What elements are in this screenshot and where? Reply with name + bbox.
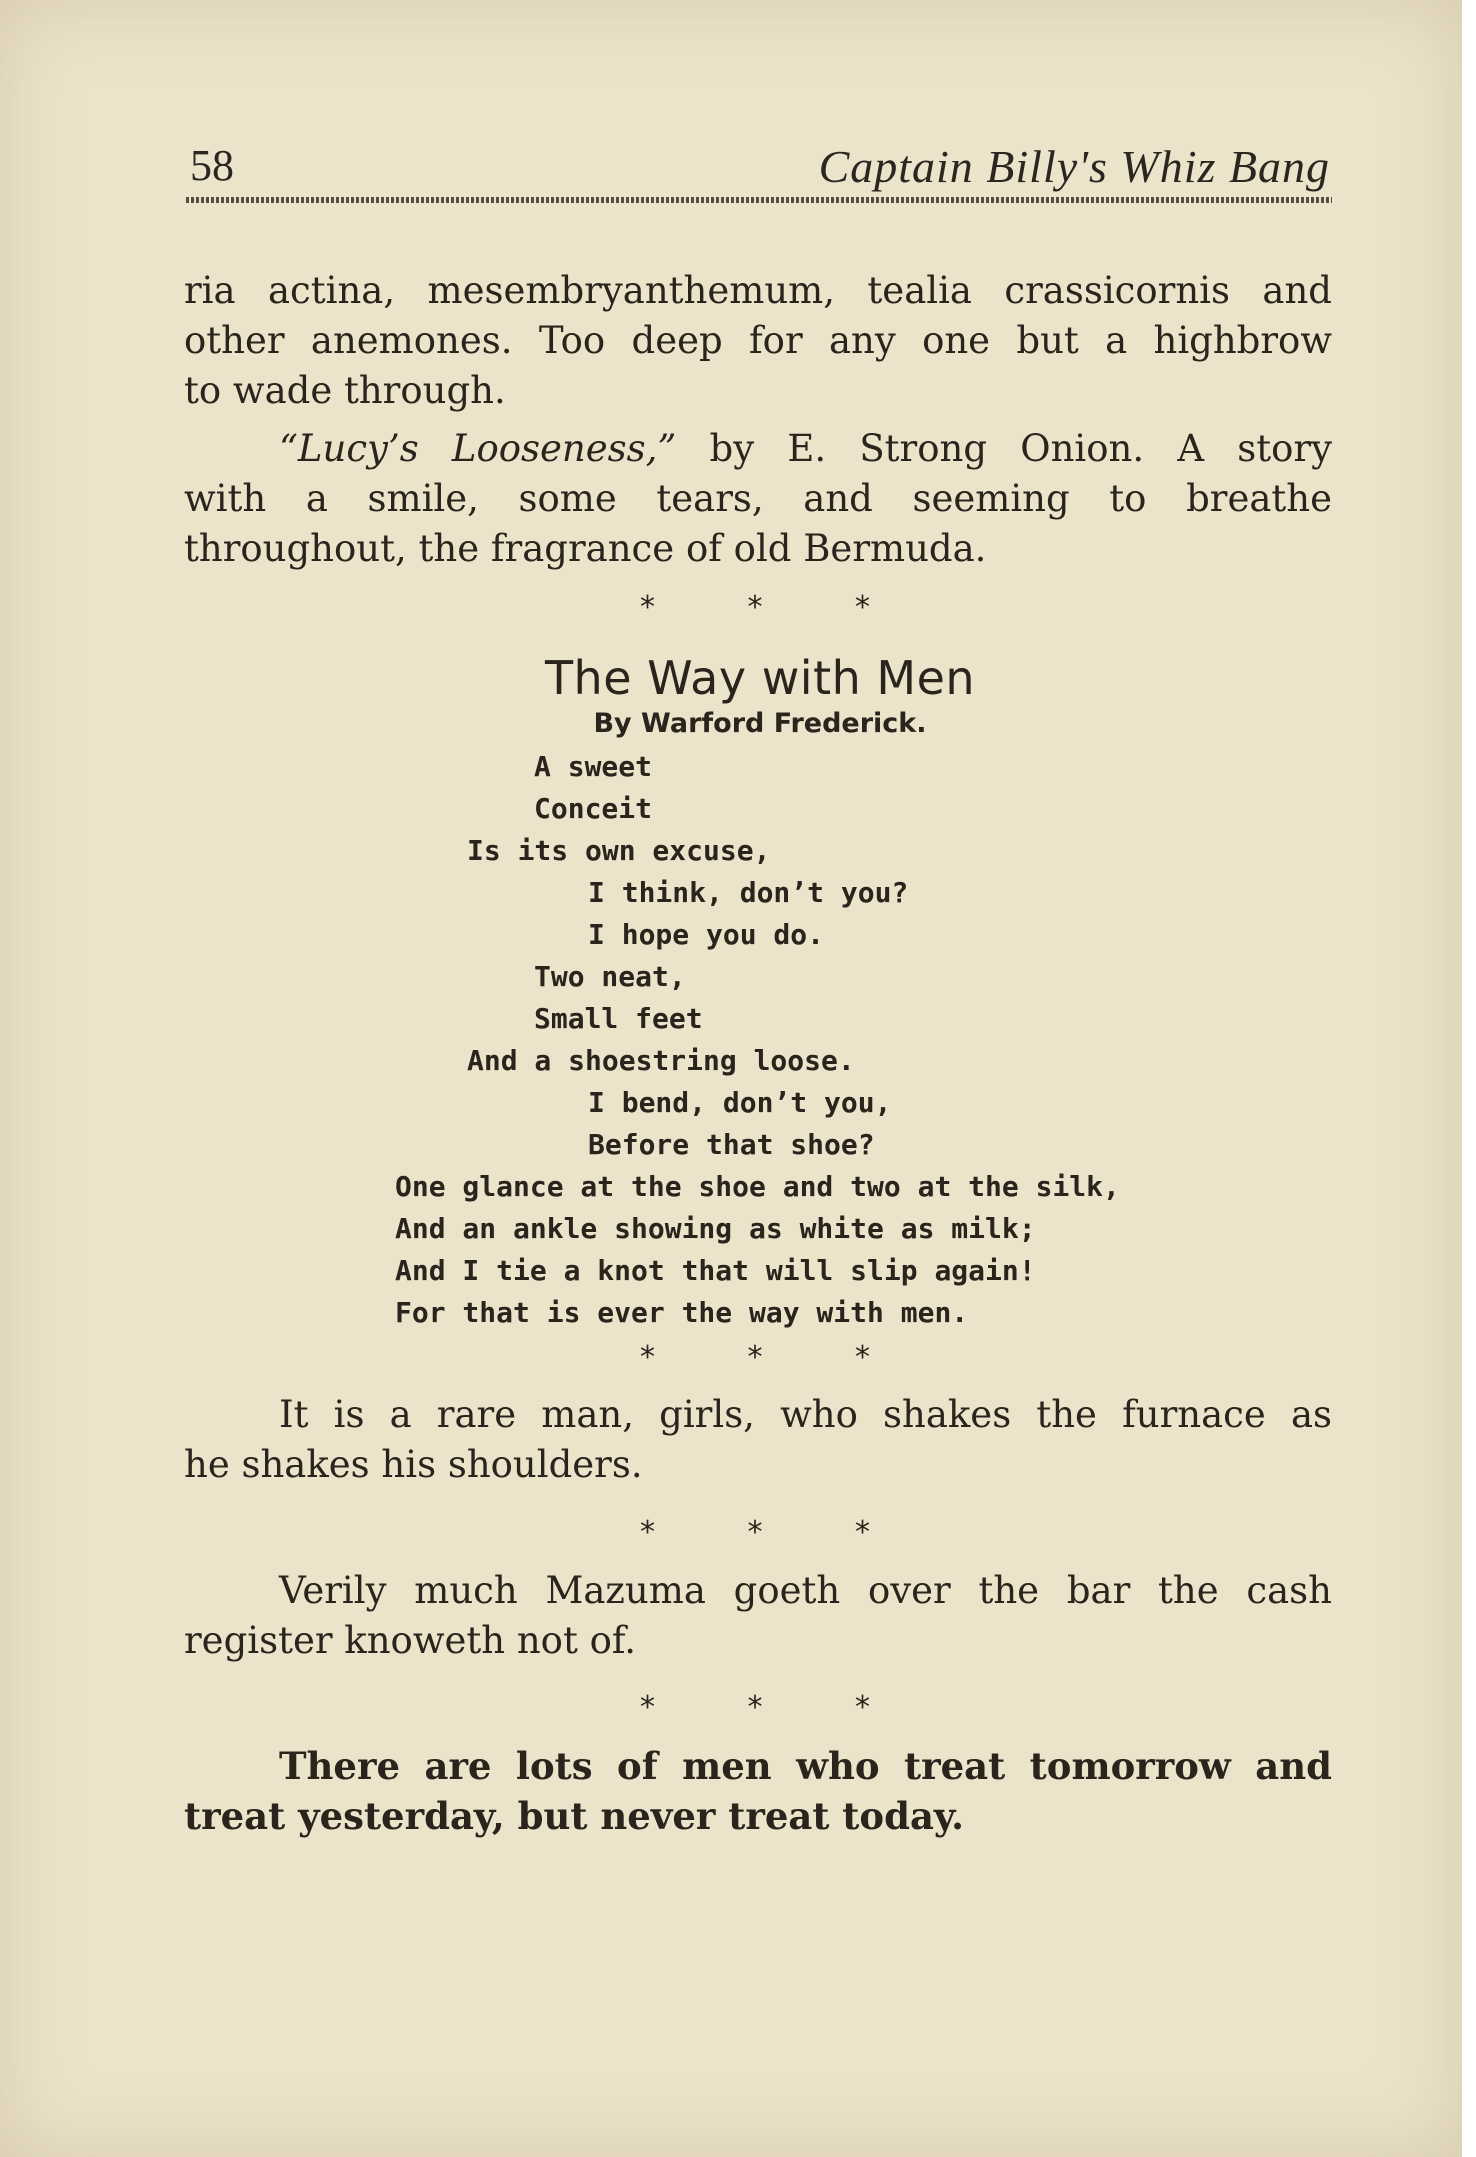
joke-line: he shakes his shoulders. [184, 1443, 643, 1486]
poem-line: Two neat, [534, 960, 686, 993]
separator-star: * [747, 1340, 763, 1375]
poem-line: A sweet [534, 750, 653, 783]
poem-line: And an ankle showing as white as milk; [395, 1212, 1036, 1245]
review-line: throughout, the fragrance of old Bermuda. [184, 527, 987, 570]
poem-line: For that is ever the way with men. [395, 1296, 969, 1329]
review-book-title: “Lucy’s Looseness,” [279, 427, 677, 470]
page-header [190, 140, 1330, 200]
running-title: Captain Billy's Whiz Bang [818, 141, 1330, 192]
poem-line: And I tie a knot that will slip again! [395, 1254, 1036, 1287]
separator-star: * [747, 1515, 763, 1550]
separator-star: * [640, 590, 655, 625]
scan-edge [1462, 0, 1476, 2157]
review-line [184, 424, 1332, 474]
poem-line: One glance at the shoe and two at the silk, [395, 1170, 1120, 1203]
poem-line: Is its own excuse, [467, 834, 771, 867]
intro-line: to wade through. [184, 369, 506, 412]
joke-line: Verily much Mazuma goeth over the bar the cash [279, 1569, 1332, 1612]
separator-star: * [640, 1690, 655, 1725]
poem-line: I think, don’t you? [588, 876, 909, 909]
section-separator [640, 1340, 870, 1375]
separator-star: * [747, 1690, 763, 1725]
separator-star: * [855, 1340, 870, 1375]
page-number: 58 [190, 141, 234, 190]
section-separator [640, 590, 870, 625]
separator-star: * [855, 1515, 870, 1550]
poem-line: Small feet [534, 1002, 703, 1035]
poem-line: I hope you do. [588, 918, 825, 951]
separator-star: * [855, 590, 870, 625]
review-line-rest: by E. Strong Onion. A story [676, 427, 1332, 470]
section-separator [640, 1515, 870, 1550]
joke-line: treat yesterday, but never treat today. [184, 1794, 965, 1838]
separator-star: * [640, 1515, 655, 1550]
separator-star: * [855, 1690, 870, 1725]
section-separator [640, 1690, 870, 1725]
poem-line: And a shoestring loose. [467, 1044, 855, 1077]
poem-line: I bend, don’t you, [588, 1086, 892, 1119]
poem-line: Before that shoe? [588, 1128, 875, 1161]
review-line: with a smile, some tears, and seeming to breathe [184, 477, 1332, 520]
poem-line: Conceit [534, 792, 653, 825]
intro-line: ria actina, mesembryanthemum, tealia crassicornis and [184, 269, 1332, 312]
joke-line: It is a rare man, girls, who shakes the furnace as [279, 1393, 1332, 1436]
joke-line: There are lots of men who treat tomorrow and [279, 1744, 1332, 1788]
header-rule [186, 197, 1332, 203]
poem-title: The Way with Men [544, 651, 976, 705]
separator-star: * [640, 1340, 655, 1375]
joke-line: register knoweth not of. [184, 1619, 637, 1662]
separator-star: * [747, 590, 763, 625]
intro-line: other anemones. Too deep for any one but a highbrow [184, 319, 1332, 362]
poem-author: By Warford Frederick. [593, 708, 927, 739]
